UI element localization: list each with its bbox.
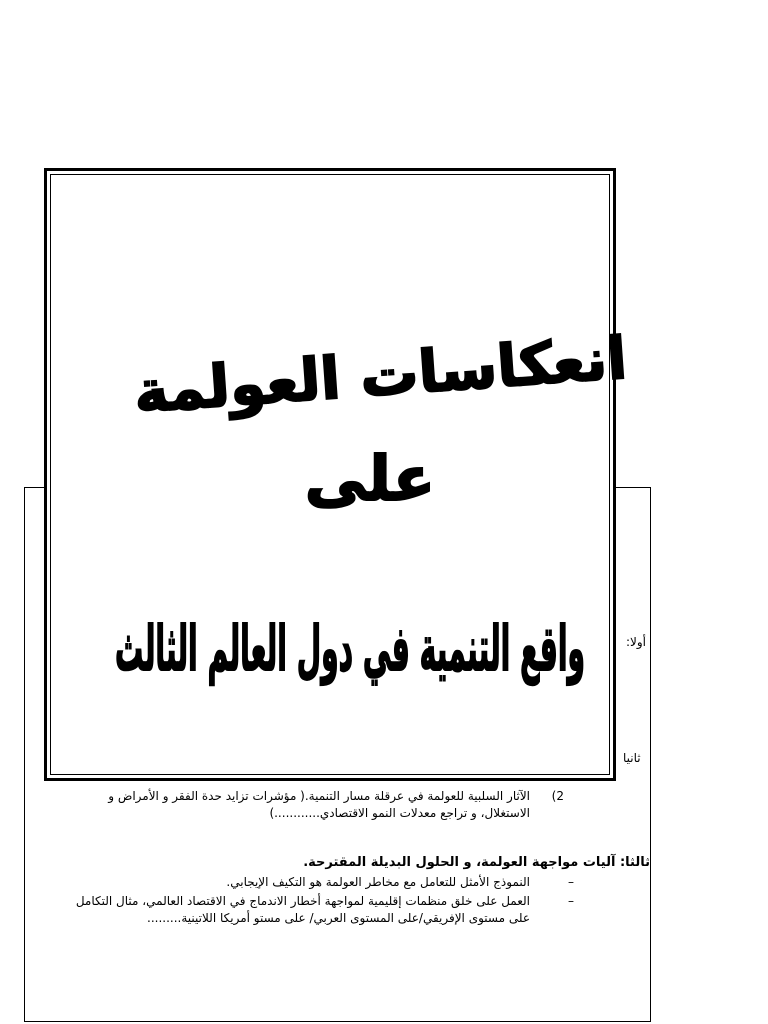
title-line-3: واقع التنمية في دول العالم الثالث (115, 612, 585, 685)
item-two-text: الآثار السلبية للعولمة في عرقلة مسار التنمية.( مؤشرات تزايد حدة الفقر و الأمراض و الاستغلال، و تراجع معدلات النمو الاقتصادي............) (108, 789, 530, 820)
section-three-heading: ثالثا: آليات مواجهة العولمة، و الحلول البديلة المقترحة. (303, 855, 650, 870)
bullet-text: النموذج الأمثل للتعامل مع مخاطر العولمة هو التكيف الإيجابي. (226, 875, 530, 889)
bullet-dash: – (568, 875, 574, 889)
section-one-label: أولا: (626, 635, 647, 649)
title-line-1: انعكاسات العولمة (131, 323, 630, 427)
title-line-2: على (304, 442, 436, 515)
section-two-label: ثانيا (623, 751, 641, 765)
bullet-text: العمل على خلق منظمات إقليمية لمواجهة أخطار الاندماج في الاقتصاد العالمي، مثال التكامل على مستوى الإفريقي/على المستوى العربي/ على مستو أمريكا اللاتينية......... (75, 894, 530, 925)
bullet-dash: – (568, 894, 574, 908)
item-two-number: 2) (551, 789, 564, 803)
